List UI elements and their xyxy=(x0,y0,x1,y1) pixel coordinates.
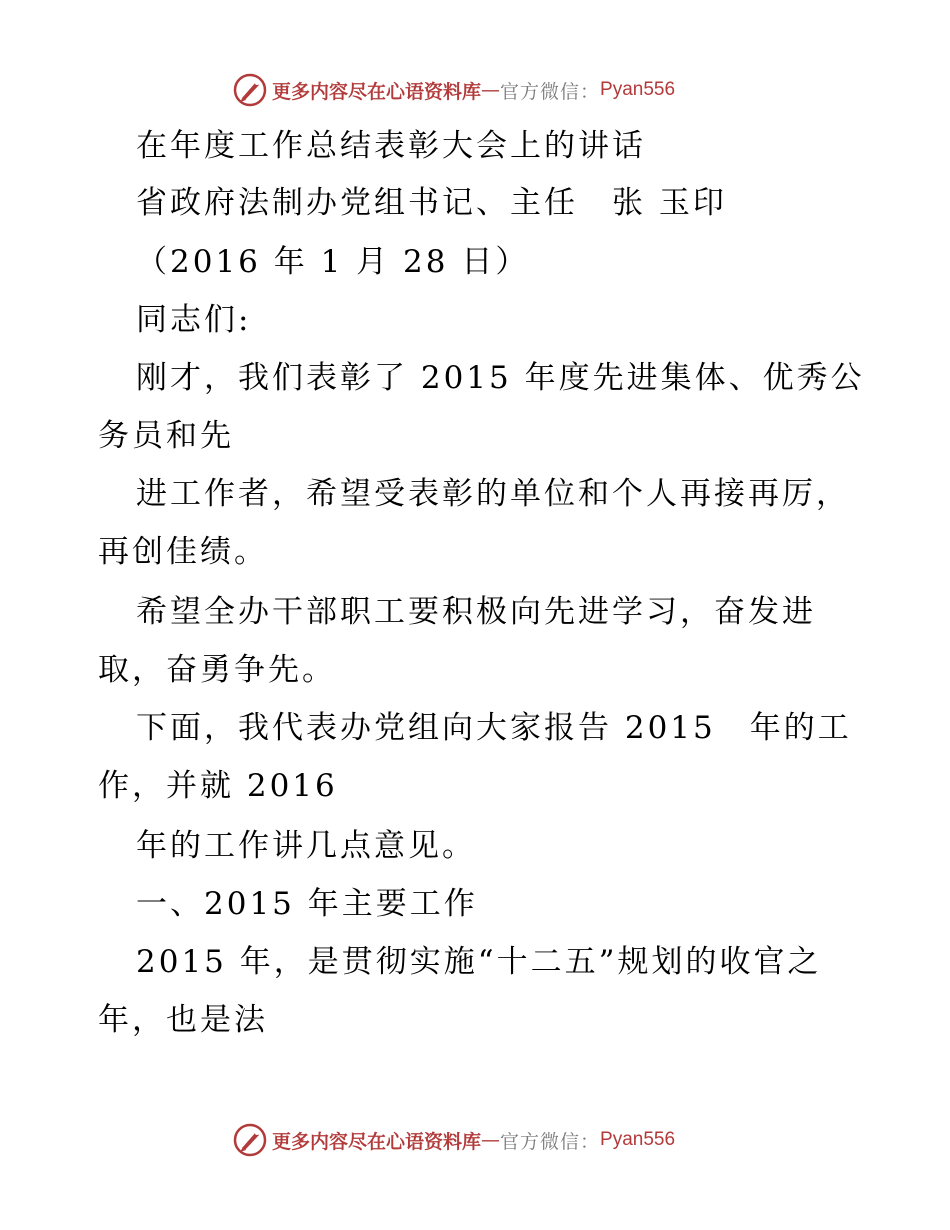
banner-handle: Pyan556 xyxy=(600,79,676,100)
footer-banner xyxy=(232,1120,675,1160)
body-line: 进工作者，希望受表彰的单位和个人再接再厉， xyxy=(136,476,850,512)
body-line: 再创佳绩。 xyxy=(98,534,268,570)
body-line: 取，奋勇争先。 xyxy=(98,652,336,688)
banner-main-text: 更多内容尽在心语资料库 xyxy=(272,80,482,103)
banner-official-label: 官方微信： xyxy=(500,1130,601,1153)
body-line: 2015 年，是贯彻实施“十二五”规划的收官之 xyxy=(136,944,822,980)
banner-handle: Pyan556 xyxy=(600,1129,676,1150)
banner-main-text: 更多内容尽在心语资料库 xyxy=(272,1130,482,1153)
banner-official-label: 官方微信： xyxy=(500,80,601,103)
body-line: 年，也是法 xyxy=(98,1002,268,1038)
banner-separator: — xyxy=(481,79,501,101)
salutation: 同志们: xyxy=(136,302,252,338)
body-line: 刚才，我们表彰了 2015 年度先进集体、优秀公 xyxy=(136,360,865,396)
date-line: （2016 年 1 月 28 日） xyxy=(136,244,530,280)
body-line: 希望全办干部职工要积极向先进学习，奋发进 xyxy=(136,594,816,630)
document-title: 在年度工作总结表彰大会上的讲话 xyxy=(136,128,646,164)
quill-pen-logo-icon xyxy=(232,1122,268,1158)
speaker-line: 省政府法制办党组书记、主任 张 玉印 xyxy=(136,185,727,221)
body-line: 务员和先 xyxy=(98,418,234,454)
body-line: 下面，我代表办党组向大家报告 2015 年的工 xyxy=(136,710,852,746)
banner-separator: — xyxy=(481,1129,501,1151)
quill-pen-logo-icon xyxy=(232,72,268,108)
section-heading: 一、2015 年主要工作 xyxy=(136,886,478,922)
body-line: 作，并就 2016 xyxy=(98,768,338,804)
header-banner xyxy=(232,70,675,110)
body-line: 年的工作讲几点意见。 xyxy=(136,828,476,864)
